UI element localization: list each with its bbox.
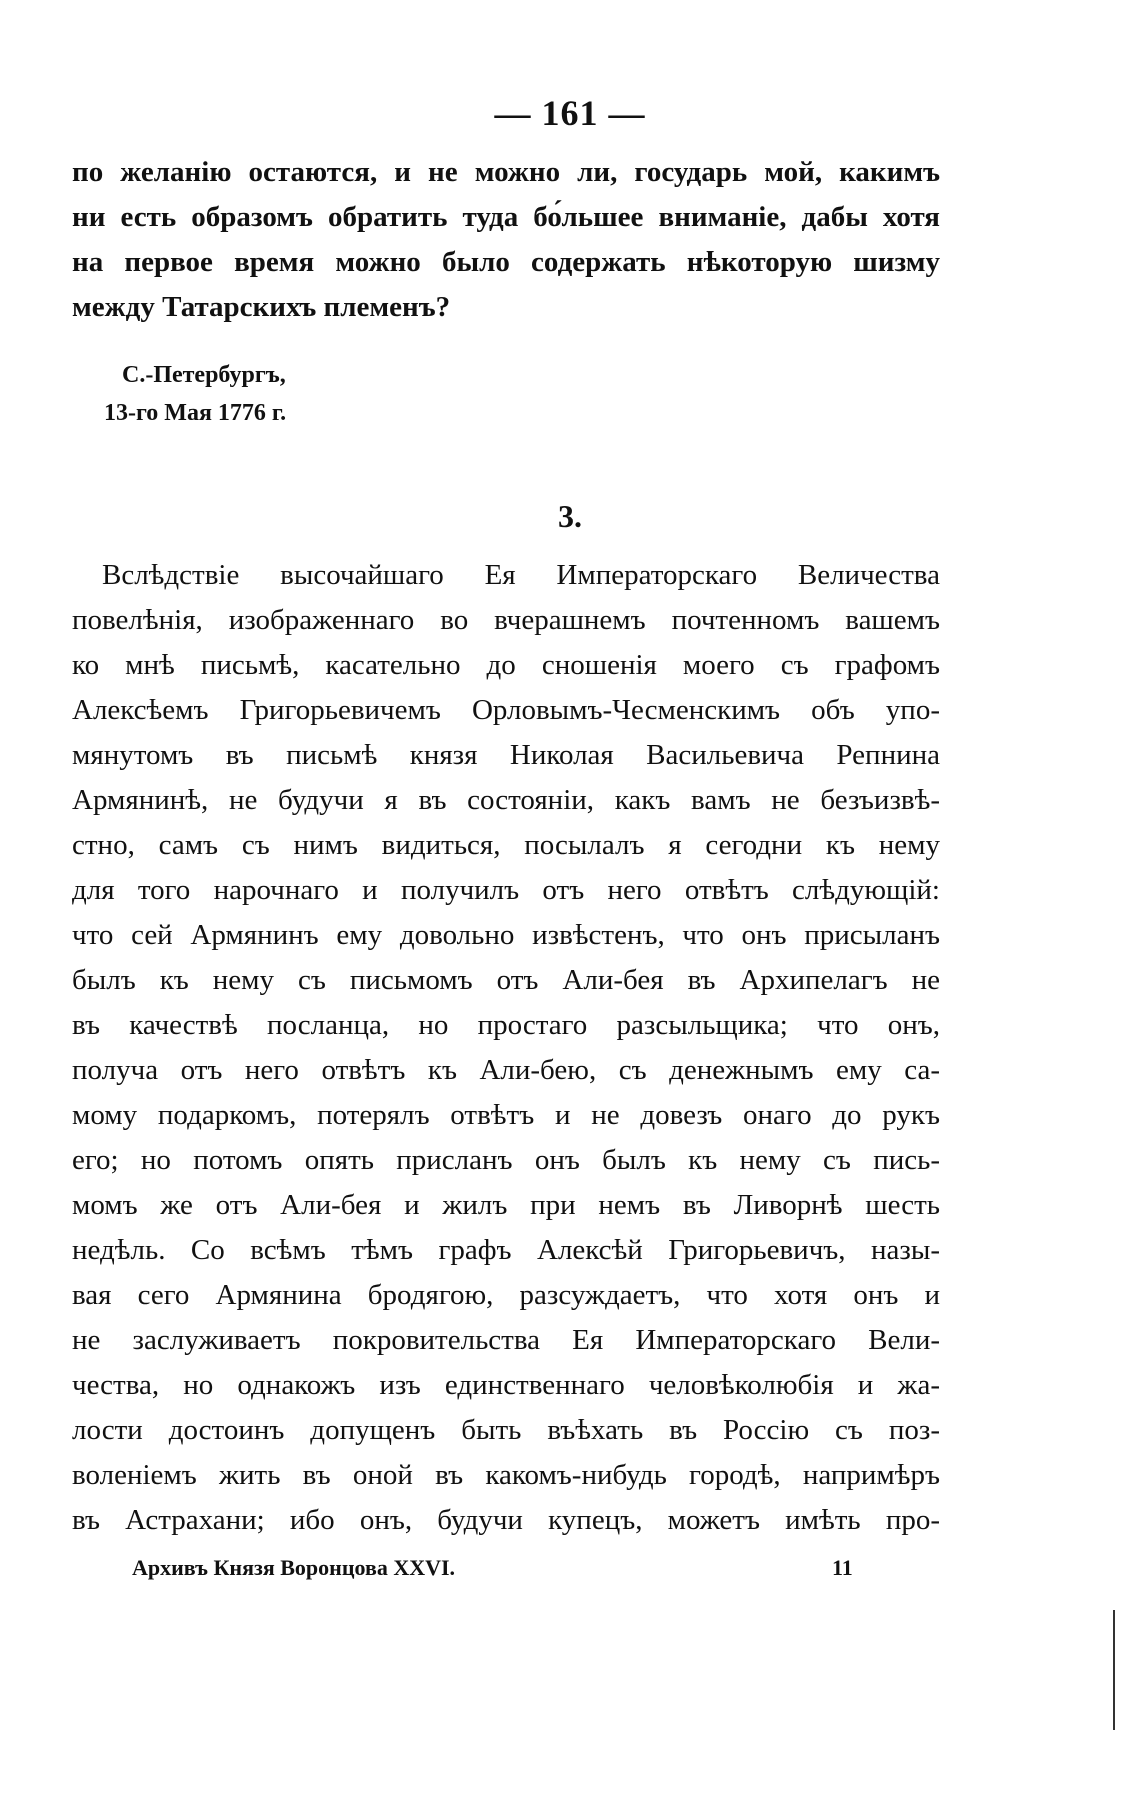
signature-mark: Архивъ Князя Воронцова XXVI. — [132, 1555, 456, 1580]
top-paragraph — [72, 150, 940, 330]
dateline — [104, 356, 286, 432]
text-line: мому подаркомъ, потерялъ отвѣтъ и не довезъ онаго до рукъ — [72, 1099, 940, 1131]
text-line: повелѣнія, изображеннаго во вчерашнемъ почтенномъ вашемъ — [72, 604, 940, 636]
dateline-place: С.-Петербургъ, — [122, 362, 286, 388]
main-paragraph — [72, 553, 940, 1543]
page-number: — 161 — — [494, 93, 646, 133]
text-line: по желанію остаются, и не можно ли, государь мой, какимъ — [72, 156, 940, 188]
text-line: чества, но однакожъ изъ единственнаго человѣколюбія и жа- — [72, 1369, 940, 1401]
text-line: вая сего Армянина бродягою, разсуждаетъ, что хотя онъ и — [72, 1279, 940, 1311]
text-line: его; но потомъ опять присланъ онъ былъ къ нему съ пись- — [72, 1144, 940, 1176]
sheet-number: 11 — [832, 1555, 853, 1580]
text-line: былъ къ нему съ письмомъ отъ Али-бея въ Архипелагъ не — [72, 964, 940, 996]
text-line: стно, самъ съ нимъ видиться, посылалъ я сегодни къ нему — [72, 829, 940, 861]
text-line: ни есть образомъ обратить туда бо́льшее вниманіе, дабы хотя — [72, 201, 940, 233]
text-line: Алексѣемъ Григорьевичемъ Орловымъ-Чесменскимъ объ упо- — [72, 694, 940, 726]
scan-edge-line — [1113, 1610, 1115, 1730]
text-line: ко мнѣ письмѣ, касательно до сношенія моего съ графомъ — [72, 649, 940, 681]
text-line: Армянинѣ, не будучи я въ состояніи, какъ вамъ не безъизвѣ- — [72, 784, 940, 816]
text-line: недѣль. Со всѣмъ тѣмъ графъ Алексѣй Григорьевичъ, назы- — [72, 1234, 940, 1266]
text-line: въ Астрахани; ибо онъ, будучи купецъ, можетъ имѣть про- — [72, 1504, 940, 1536]
text-line: для того нарочнаго и получилъ отъ него отвѣтъ слѣдующій: — [72, 874, 940, 906]
text-line: получа отъ него отвѣтъ къ Али-бею, съ денежнымъ ему са- — [72, 1054, 940, 1086]
text-line: Вслѣдствіе высочайшаго Ея Императорскаго Величества — [102, 559, 940, 591]
text-line: воленіемъ жить въ оной въ какомъ-нибудь городѣ, напримѣръ — [72, 1459, 940, 1491]
text-line: не заслуживаетъ покровительства Ея Императорскаго Вели- — [72, 1324, 940, 1356]
text-line: мянутомъ въ письмѣ князя Николая Васильевича Репнина — [72, 739, 940, 771]
text-line: между Татарскихъ племенъ? — [72, 291, 451, 323]
text-line: лости достоинъ допущенъ быть въѣхать въ Россію съ поз- — [72, 1414, 940, 1446]
text-line: на первое время можно было содержать нѣкоторую шизму — [72, 246, 940, 278]
text-line: момъ же отъ Али-бея и жилъ при немъ въ Ливорнѣ шесть — [72, 1189, 940, 1221]
text-line: въ качествѣ посланца, но простаго разсыльщика; что онъ, — [72, 1009, 940, 1041]
dateline-date: 13-го Мая 1776 г. — [104, 400, 287, 426]
section-number: 3. — [558, 498, 582, 534]
text-line: что сей Армянинъ ему довольно извѣстенъ, что онъ присыланъ — [72, 919, 940, 951]
